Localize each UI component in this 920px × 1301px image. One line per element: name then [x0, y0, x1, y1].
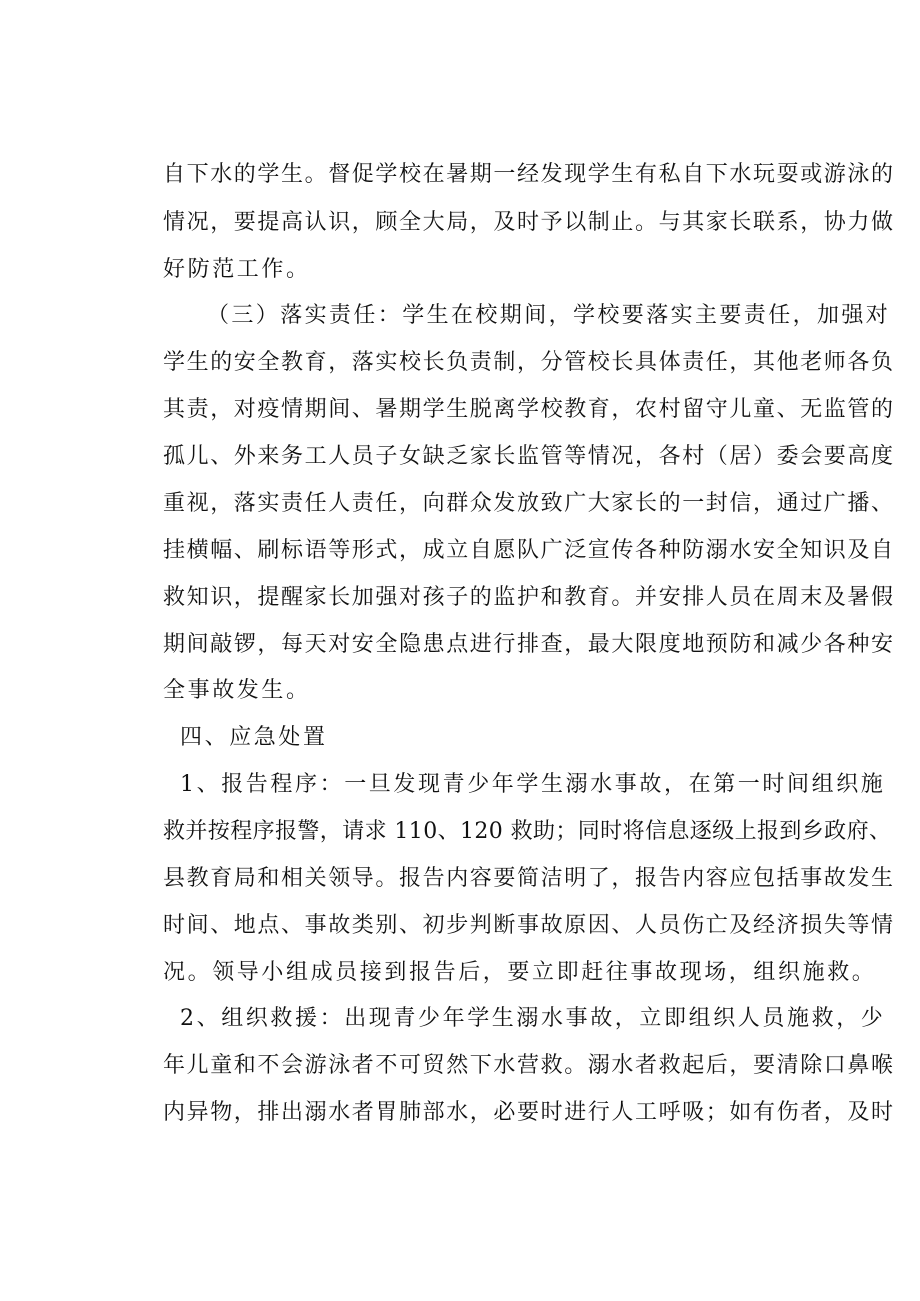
text-line: 内异物，排出溺水者胃肺部水，必要时进行人工呼吸；如有伤者，及时	[163, 1100, 895, 1125]
text-line: 2、组织救援：出现青少年学生溺水事故，立即组织人员施救，少	[180, 1006, 886, 1031]
text-line: 孤儿、外来务工人员子女缺乏家长监管等情况，各村（居）委会要高度	[163, 444, 895, 469]
text-line: 救知识，提醒家长加强对孩子的监护和教育。并安排人员在周末及暑假	[163, 585, 895, 610]
text-line: 时间、地点、事故类别、初步判断事故原因、人员伤亡及经济损失等情	[163, 913, 895, 938]
text-line: 好防范工作。	[163, 257, 311, 282]
section-heading: 四、应急处置	[180, 725, 328, 750]
section-heading: （三）落实责任：学生在校期间，学校要落实主要责任，加强对	[207, 303, 891, 328]
text-line: 学生的安全教育，落实校长负责制，分管校长具体责任，其他老师各负	[163, 350, 895, 375]
text-line: 情况，要提高认识，顾全大局，及时予以制止。与其家长联系，协力做	[163, 210, 895, 235]
text-line: 挂横幅、刷标语等形式，成立自愿队广泛宣传各种防溺水安全知识及自	[163, 538, 895, 563]
text-line: 救并按程序报警，请求 110、120 救助；同时将信息逐级上报到乡政府、	[163, 819, 892, 844]
text-line: 全事故发生。	[163, 678, 311, 703]
text-line: 自下水的学生。督促学校在暑期一经发现学生有私自下水玩耍或游泳的	[163, 162, 895, 187]
text-line: 重视，落实责任人责任，向群众发放致广大家长的一封信，通过广播、	[163, 491, 895, 516]
text-line: 其责，对疫情期间、暑期学生脱离学校教育，农村留守儿童、无监管的	[163, 397, 895, 422]
text-line: 况。领导小组成员接到报告后，要立即赶往事故现场，组织施救。	[163, 960, 877, 985]
text-line: 县教育局和相关领导。报告内容要简洁明了，报告内容应包括事故发生	[163, 866, 895, 891]
text-line: 期间敲锣，每天对安全隐患点进行排查，最大限度地预防和减少各种安	[163, 632, 895, 657]
text-line: 年儿童和不会游泳者不可贸然下水营救。溺水者救起后，要清除口鼻喉	[163, 1053, 895, 1078]
text-line: 1、报告程序：一旦发现青少年学生溺水事故，在第一时间组织施	[180, 772, 886, 797]
